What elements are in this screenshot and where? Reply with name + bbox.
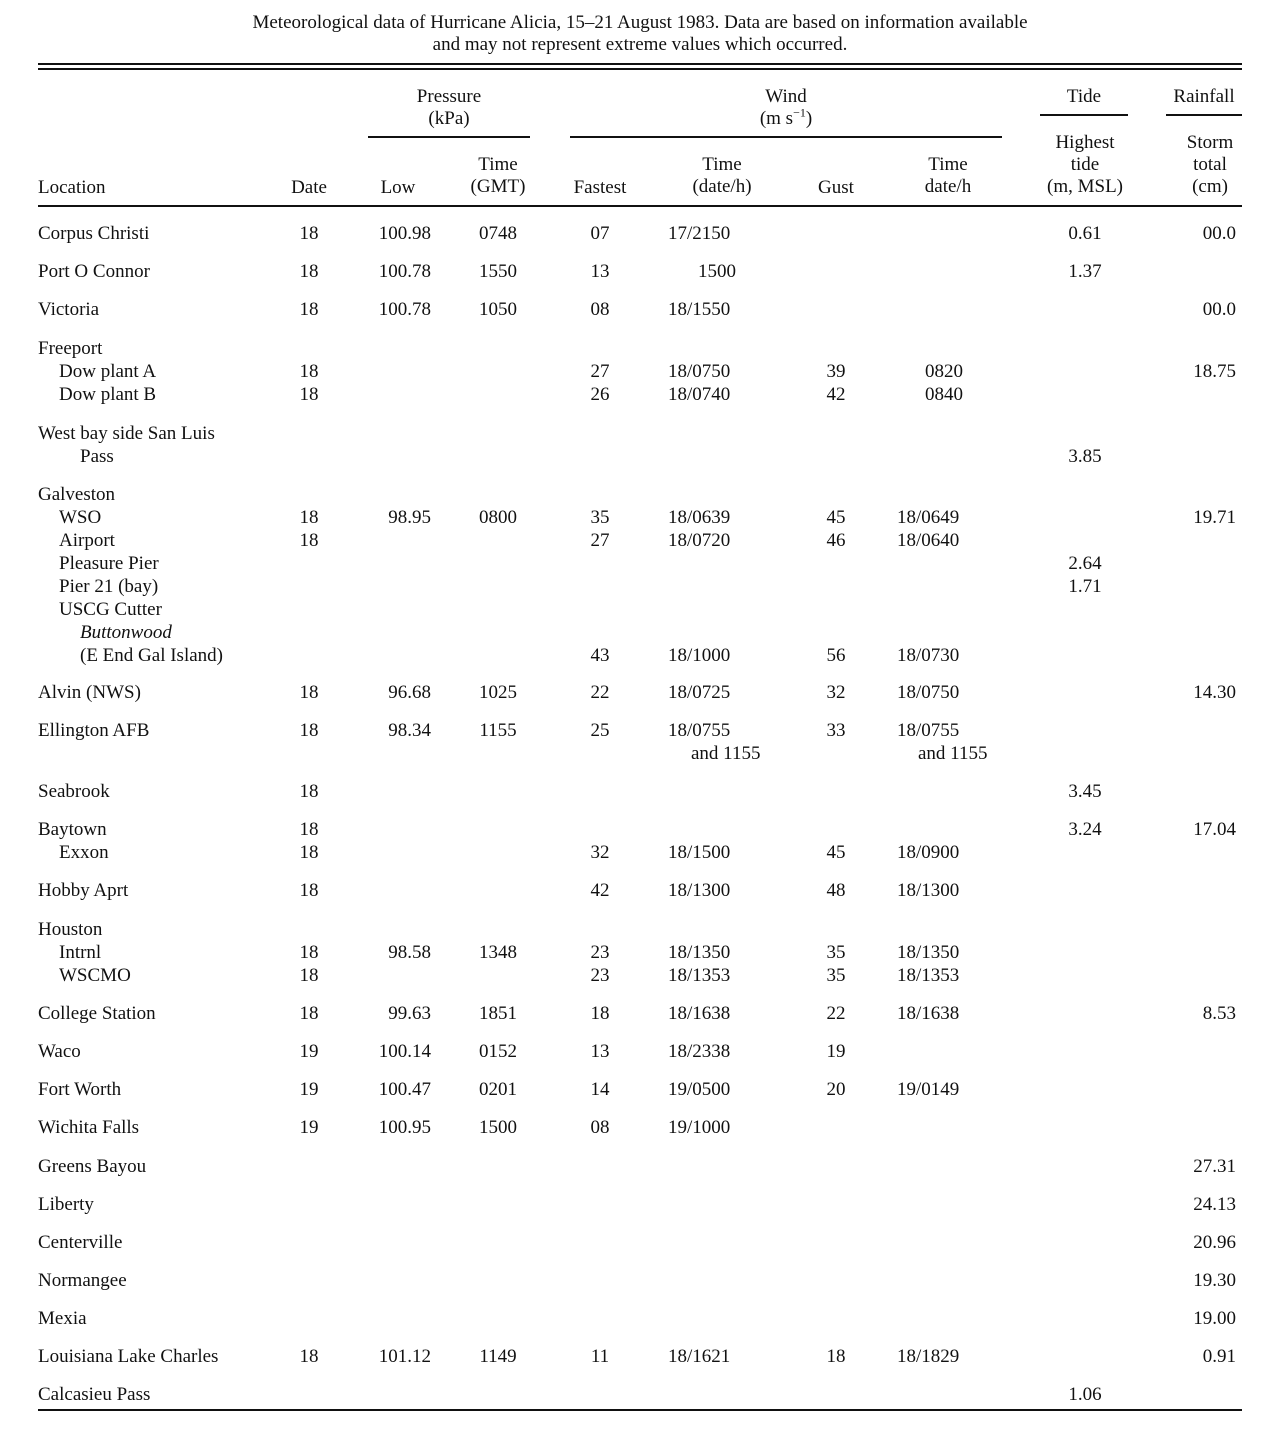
wind-time-cell: 18/0740 xyxy=(668,384,731,405)
wind-fastest-cell: 35 xyxy=(590,507,610,528)
date-cell: 18 xyxy=(299,1346,319,1367)
wind-fastest-cell: 08 xyxy=(590,299,610,320)
location-cell: WSO xyxy=(59,507,102,528)
wind-time-cell: 18/1300 xyxy=(668,880,731,901)
rainfall-cell: 19.30 xyxy=(1193,1270,1236,1291)
gust-cell: 46 xyxy=(826,530,846,551)
gust-time-cell: 18/0649 xyxy=(897,507,960,528)
wind-fastest-cell: 11 xyxy=(590,1346,610,1367)
pressure-time-cell: 1149 xyxy=(479,1346,517,1367)
location-cell: Buttonwood xyxy=(80,622,172,643)
header-tide-1: Highest xyxy=(1055,132,1115,153)
header-location: Location xyxy=(38,177,106,198)
gust-time-cell: 19/0149 xyxy=(897,1079,960,1100)
date-cell: 18 xyxy=(299,819,319,840)
pressure-time-cell: 0748 xyxy=(479,223,517,244)
rainfall-span-rule xyxy=(1166,114,1242,116)
location-cell: Pier 21 (bay) xyxy=(59,576,159,597)
gust-cell: 56 xyxy=(826,645,846,666)
header-wind-time-1: Time xyxy=(702,154,742,175)
header-rain-1: Storm xyxy=(1186,132,1234,153)
header-time-gmt xyxy=(458,154,538,198)
pressure-time-cell: 1851 xyxy=(479,1003,517,1024)
location-cell: WSCMO xyxy=(59,965,131,986)
wind-time-cell: 1500 xyxy=(698,261,736,282)
gust-cell: 42 xyxy=(826,384,846,405)
header-low: Low xyxy=(380,177,416,198)
wind-fastest-cell: 42 xyxy=(590,880,610,901)
location-cell: Normangee xyxy=(38,1270,127,1291)
location-cell: West bay side San Luis xyxy=(38,423,215,444)
gust-cell: 45 xyxy=(826,842,846,863)
wind-time-cell: 18/1550 xyxy=(668,299,731,320)
pressure-time-cell: 0152 xyxy=(479,1041,517,1062)
wind-time-cell: 18/0639 xyxy=(668,507,731,528)
pressure-low-cell: 98.58 xyxy=(388,942,431,963)
location-cell: Greens Bayou xyxy=(38,1156,147,1177)
location-cell: Airport xyxy=(59,530,115,551)
gust-cell: 18 xyxy=(826,1346,846,1367)
caption-line-2: and may not represent extreme values which occurred. xyxy=(432,34,848,55)
wind-fastest-cell: 08 xyxy=(590,1117,610,1138)
date-cell: 19 xyxy=(299,1079,319,1100)
gust-cell: 39 xyxy=(826,361,846,382)
wind-time-cell: 18/1000 xyxy=(668,645,731,666)
location-cell: Waco xyxy=(38,1041,81,1062)
location-cell: Mexia xyxy=(38,1308,87,1329)
pressure-low-cell: 98.95 xyxy=(388,507,431,528)
date-cell: 18 xyxy=(299,965,319,986)
gust-time-cell: 0820 xyxy=(925,361,963,382)
location-cell: Victoria xyxy=(38,299,100,320)
pressure-low-cell: 100.95 xyxy=(378,1117,431,1138)
pressure-low-cell: 100.14 xyxy=(378,1041,431,1062)
header-bottom-rule xyxy=(38,205,1242,207)
rainfall-cell: 00.0 xyxy=(1202,223,1236,244)
wind-time-cell: 18/1621 xyxy=(668,1346,731,1367)
bottom-rule xyxy=(38,1409,1242,1411)
location-cell: Port O Connor xyxy=(38,261,150,282)
tide-span-rule xyxy=(1040,114,1128,116)
rainfall-cell: 20.96 xyxy=(1193,1232,1236,1253)
tide-cell: 3.24 xyxy=(1068,819,1102,840)
header-gust: Gust xyxy=(818,177,854,198)
location-cell: Alvin (NWS) xyxy=(38,682,141,703)
wind-time-cell: 18/1353 xyxy=(668,965,731,986)
wind-unit-suffix: ) xyxy=(805,108,813,129)
tide-cell: 2.64 xyxy=(1068,553,1102,574)
wind-fastest-cell: 43 xyxy=(590,645,610,666)
location-cell: Freeport xyxy=(38,338,103,359)
pressure-span-rule xyxy=(368,136,530,138)
location-cell: Dow plant A xyxy=(59,361,157,382)
location-cell: Liberty xyxy=(38,1194,94,1215)
wind-fastest-cell: 25 xyxy=(590,720,610,741)
location-cell: Intrnl xyxy=(59,942,102,963)
location-cell: Seabrook xyxy=(38,781,110,802)
tide-cell: 0.61 xyxy=(1068,223,1102,244)
header-rain-3: (cm) xyxy=(1192,176,1228,197)
header-wind-label: Wind xyxy=(765,86,807,107)
gust-time-cell: 18/1350 xyxy=(897,942,960,963)
gust-time-cell: 18/0755 xyxy=(897,720,960,741)
pressure-low-cell: 100.47 xyxy=(378,1079,431,1100)
wind-fastest-cell: 22 xyxy=(590,682,610,703)
wind-span-rule xyxy=(570,136,1002,138)
gust-cell: 35 xyxy=(826,942,846,963)
wind-time-cell: 18/0720 xyxy=(668,530,731,551)
pressure-low-cell: 96.68 xyxy=(388,682,431,703)
wind-fastest-cell: 32 xyxy=(590,842,610,863)
gust-cell: 20 xyxy=(826,1079,846,1100)
date-cell: 18 xyxy=(299,842,319,863)
date-cell: 18 xyxy=(299,880,319,901)
rainfall-cell: 17.04 xyxy=(1193,819,1236,840)
location-cell: Wichita Falls xyxy=(38,1117,140,1138)
header-gust-time-2: date/h xyxy=(924,176,972,197)
gust-time-cell: and 1155 xyxy=(918,743,988,764)
location-cell: Exxon xyxy=(59,842,109,863)
wind-time-cell: 18/2338 xyxy=(668,1041,731,1062)
location-cell: Pass xyxy=(80,446,114,467)
wind-time-cell: 18/1350 xyxy=(668,942,731,963)
header-wind-time xyxy=(672,154,772,198)
wind-time-cell: 18/1500 xyxy=(668,842,731,863)
date-cell: 18 xyxy=(299,299,319,320)
header-pressure-label: Pressure xyxy=(416,86,482,107)
gust-time-cell: 18/0900 xyxy=(897,842,960,863)
wind-time-cell: 17/2150 xyxy=(668,223,731,244)
rainfall-cell: 0.91 xyxy=(1202,1346,1236,1367)
wind-time-cell: 18/1638 xyxy=(668,1003,731,1024)
location-cell: Calcasieu Pass xyxy=(38,1384,151,1405)
top-rule-1 xyxy=(38,63,1242,65)
gust-cell: 33 xyxy=(826,720,846,741)
header-tide-3: (m, MSL) xyxy=(1047,176,1123,197)
pressure-low-cell: 100.78 xyxy=(378,261,431,282)
header-tide xyxy=(1040,86,1128,108)
header-wind-unit xyxy=(570,105,1002,130)
table-caption xyxy=(0,12,1280,56)
gust-time-cell: 18/1829 xyxy=(897,1346,960,1367)
pressure-low-cell: 98.34 xyxy=(388,720,431,741)
wind-time-cell: 18/0750 xyxy=(668,361,731,382)
rainfall-cell: 00.0 xyxy=(1202,299,1236,320)
location-cell: Baytown xyxy=(38,819,107,840)
caption-line-1: Meteorological data of Hurricane Alicia, 15–21 August 1983. Data are based on information available xyxy=(252,12,1028,33)
wind-fastest-cell: 18 xyxy=(590,1003,610,1024)
location-cell: USCG Cutter xyxy=(59,599,162,620)
date-cell: 18 xyxy=(299,1003,319,1024)
location-cell: College Station xyxy=(38,1003,156,1024)
date-cell: 18 xyxy=(299,942,319,963)
date-cell: 18 xyxy=(299,223,319,244)
header-gust-time-1: Time xyxy=(928,154,968,175)
wind-fastest-cell: 26 xyxy=(590,384,610,405)
location-cell: Corpus Christi xyxy=(38,223,150,244)
wind-fastest-cell: 13 xyxy=(590,261,610,282)
gust-time-cell: 18/1638 xyxy=(897,1003,960,1024)
wind-fastest-cell: 07 xyxy=(590,223,610,244)
gust-time-cell: 18/0640 xyxy=(897,530,960,551)
gust-cell: 45 xyxy=(826,507,846,528)
gust-cell: 32 xyxy=(826,682,846,703)
wind-time-cell: and 1155 xyxy=(691,743,761,764)
date-cell: 18 xyxy=(299,720,319,741)
date-cell: 19 xyxy=(299,1117,319,1138)
tide-cell: 1.37 xyxy=(1068,261,1102,282)
header-tide-label: Tide xyxy=(1066,86,1102,107)
rainfall-cell: 27.31 xyxy=(1193,1156,1236,1177)
gust-time-cell: 18/1353 xyxy=(897,965,960,986)
wind-fastest-cell: 27 xyxy=(590,530,610,551)
header-gust-time xyxy=(908,154,988,198)
pressure-low-cell: 100.78 xyxy=(378,299,431,320)
rainfall-cell: 24.13 xyxy=(1193,1194,1236,1215)
header-pressure xyxy=(368,86,530,130)
gust-cell: 48 xyxy=(826,880,846,901)
pressure-time-cell: 1155 xyxy=(479,720,517,741)
tide-cell: 3.85 xyxy=(1068,446,1102,467)
header-time-gmt-2: (GMT) xyxy=(470,176,526,197)
wind-fastest-cell: 23 xyxy=(590,942,610,963)
header-rainfall xyxy=(1166,86,1242,108)
gust-time-cell: 18/0730 xyxy=(897,645,960,666)
gust-time-cell: 18/0750 xyxy=(897,682,960,703)
wind-fastest-cell: 13 xyxy=(590,1041,610,1062)
header-tide-2: tide xyxy=(1070,154,1100,175)
location-cell: Ellington AFB xyxy=(38,720,150,741)
header-rain-2: total xyxy=(1193,154,1227,175)
pressure-time-cell: 0201 xyxy=(479,1079,517,1100)
date-cell: 18 xyxy=(299,361,319,382)
gust-cell: 35 xyxy=(826,965,846,986)
date-cell: 18 xyxy=(299,384,319,405)
tide-cell: 1.06 xyxy=(1068,1384,1102,1405)
header-date: Date xyxy=(291,177,327,198)
wind-fastest-cell: 27 xyxy=(590,361,610,382)
gust-cell: 22 xyxy=(826,1003,846,1024)
pressure-time-cell: 0800 xyxy=(479,507,517,528)
pressure-low-cell: 100.98 xyxy=(378,223,431,244)
location-cell: Hobby Aprt xyxy=(38,880,129,901)
wind-time-cell: 19/1000 xyxy=(668,1117,731,1138)
pressure-time-cell: 1025 xyxy=(479,682,517,703)
wind-time-cell: 18/0725 xyxy=(668,682,731,703)
header-time-gmt-1: Time xyxy=(478,154,518,175)
pressure-time-cell: 1348 xyxy=(479,942,517,963)
wind-fastest-cell: 23 xyxy=(590,965,610,986)
location-cell: Pleasure Pier xyxy=(59,553,159,574)
date-cell: 18 xyxy=(299,507,319,528)
rainfall-cell: 18.75 xyxy=(1193,361,1236,382)
header-wind-time-2: (date/h) xyxy=(692,176,752,197)
tide-cell: 3.45 xyxy=(1068,781,1102,802)
header-highest-tide xyxy=(1035,132,1135,198)
wind-time-cell: 19/0500 xyxy=(668,1079,731,1100)
gust-time-cell: 0840 xyxy=(925,384,963,405)
date-cell: 18 xyxy=(299,530,319,551)
wind-unit-prefix: (m s xyxy=(759,108,794,129)
wind-fastest-cell: 14 xyxy=(590,1079,610,1100)
header-fastest: Fastest xyxy=(573,177,627,198)
header-rainfall-label: Rainfall xyxy=(1173,86,1235,107)
gust-time-cell: 18/1300 xyxy=(897,880,960,901)
location-cell: Fort Worth xyxy=(38,1079,122,1100)
header-wind xyxy=(570,86,1002,130)
gust-cell: 19 xyxy=(826,1041,846,1062)
rainfall-cell: 19.71 xyxy=(1193,507,1236,528)
tide-cell: 1.71 xyxy=(1068,576,1102,597)
top-rule-2 xyxy=(38,68,1242,70)
date-cell: 18 xyxy=(299,682,319,703)
pressure-low-cell: 101.12 xyxy=(378,1346,431,1367)
rainfall-cell: 14.30 xyxy=(1193,682,1236,703)
location-cell: Louisiana Lake Charles xyxy=(38,1346,219,1367)
header-storm-total xyxy=(1170,132,1250,198)
rainfall-cell: 8.53 xyxy=(1202,1003,1236,1024)
location-cell: Galveston xyxy=(38,484,116,505)
pressure-time-cell: 1050 xyxy=(479,299,517,320)
wind-time-cell: 18/0755 xyxy=(668,720,731,741)
wind-unit-sup: −1 xyxy=(793,105,806,120)
location-cell: (E End Gal Island) xyxy=(80,645,223,666)
date-cell: 19 xyxy=(299,1041,319,1062)
pressure-time-cell: 1550 xyxy=(479,261,517,282)
location-cell: Houston xyxy=(38,919,103,940)
date-cell: 18 xyxy=(299,781,319,802)
date-cell: 18 xyxy=(299,261,319,282)
pressure-low-cell: 99.63 xyxy=(388,1003,431,1024)
location-cell: Centerville xyxy=(38,1232,123,1253)
header-pressure-unit: (kPa) xyxy=(428,108,470,129)
pressure-time-cell: 1500 xyxy=(479,1117,517,1138)
location-cell: Dow plant B xyxy=(59,384,157,405)
rainfall-cell: 19.00 xyxy=(1193,1308,1236,1329)
